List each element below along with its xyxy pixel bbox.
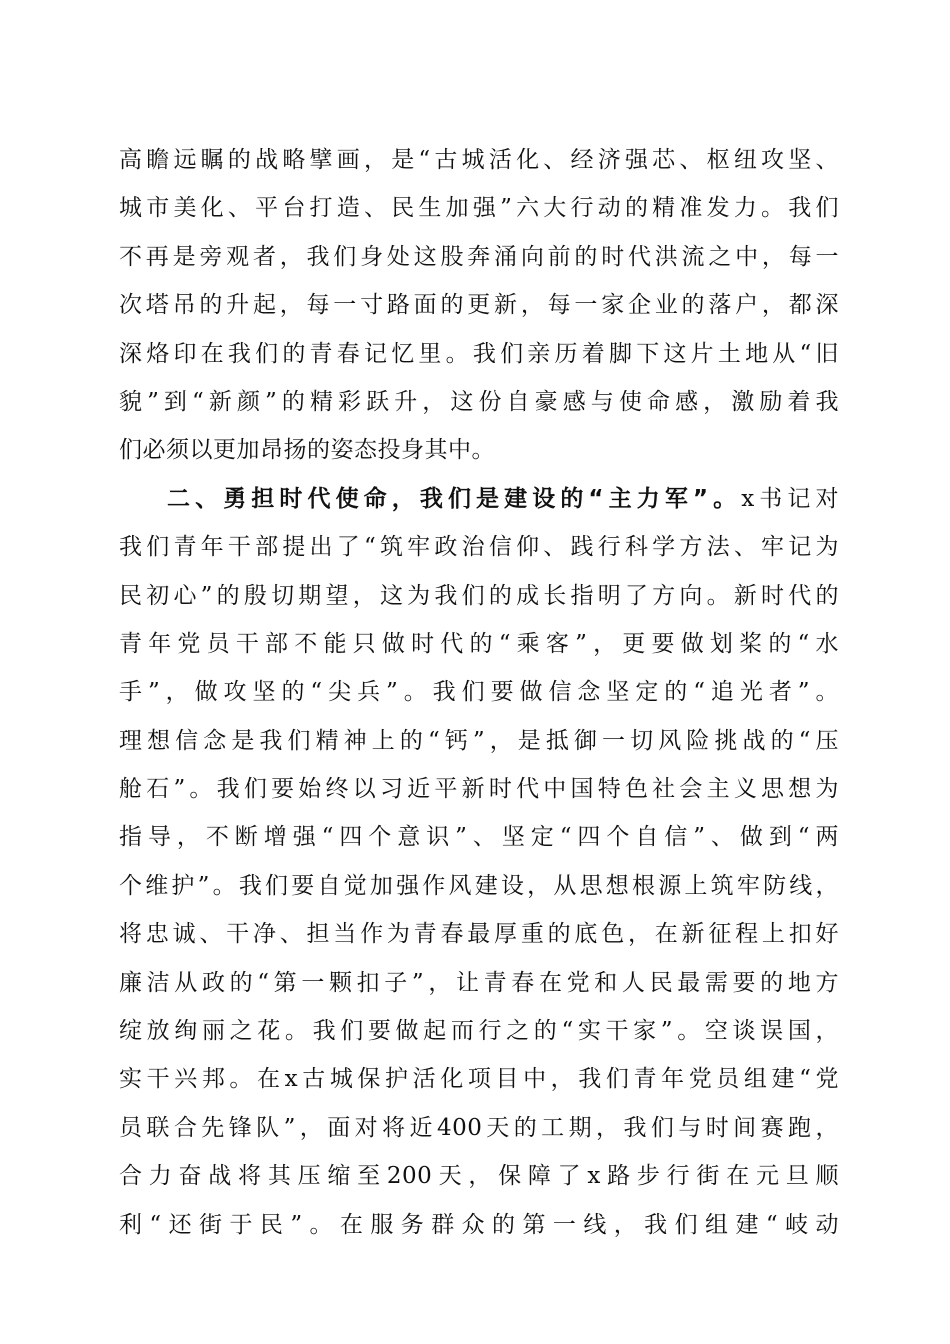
- text-line: 廉洁从政的“第一颗扣子”，让青春在党和人民最需要的地方: [119, 969, 839, 996]
- section-heading: 二、勇担时代使命，我们是建设的“主力军”。: [167, 485, 742, 512]
- text-line: 貌”到“新颜”的精彩跃升，这份自豪感与使命感，激励着我: [119, 388, 839, 415]
- text-line: 舱石”。我们要始终以习近平新时代中国特色社会主义思想为: [119, 776, 839, 803]
- text-line: 指导，不断增强“四个意识”、坚定“四个自信”、做到“两: [119, 824, 839, 851]
- paragraph-1: [119, 136, 839, 475]
- text-line: 我们青年干部提出了“筑牢政治信仰、践行科学方法、牢记为: [119, 534, 839, 561]
- text-line: 利“还街于民”。在服务群众的第一线，我们组建“岐动: [119, 1211, 839, 1238]
- text-line: 员联合先锋队”，面对将近400天的工期，我们与时间赛跑，: [119, 1114, 839, 1141]
- heading-line: [119, 475, 839, 523]
- text-line: 民初心”的殷切期望，这为我们的成长指明了方向。新时代的: [119, 582, 839, 609]
- text-line: 次塔吊的升起，每一寸路面的更新，每一家企业的落户，都深: [119, 292, 839, 319]
- text-line: 城市美化、平台打造、民生加强”六大行动的精准发力。我们: [119, 195, 839, 222]
- text-line: 深烙印在我们的青春记忆里。我们亲历着脚下这片土地从“旧: [119, 340, 839, 367]
- text-line: 个维护”。我们要自觉加强作风建设，从思想根源上筑牢防线，: [119, 872, 839, 899]
- text-line: 绽放绚丽之花。我们要做起而行之的“实干家”。空谈误国，: [119, 1018, 839, 1045]
- text-line: 手”，做攻坚的“尖兵”。我们要做信念坚定的“追光者”。: [119, 679, 839, 706]
- text-line: 高瞻远瞩的战略擘画，是“古城活化、经济强芯、枢纽攻坚、: [119, 147, 839, 173]
- text-line: 实干兴邦。在x古城保护活化项目中，我们青年党员组建“党: [119, 1066, 839, 1093]
- paragraph-2: [119, 475, 839, 1249]
- text-line: 不再是旁观者，我们身处这股奔涌向前的时代洪流之中，每一: [119, 243, 839, 270]
- text-line: 将忠诚、干净、担当作为青春最厚重的底色，在新征程上扣好: [119, 921, 839, 948]
- text-line: 合力奋战将其压缩至200天，保障了x路步行街在元旦顺: [119, 1163, 839, 1190]
- text-line: 们必须以更加昂扬的姿态投身其中。: [119, 437, 495, 464]
- heading-line-rest: x书记对: [741, 485, 839, 512]
- body-text: [119, 136, 839, 1249]
- text-line: 理想信念是我们精神上的“钙”，是抵御一切风险挑战的“压: [119, 727, 839, 754]
- text-line: 青年党员干部不能只做时代的“乘客”，更要做划桨的“水: [119, 630, 839, 657]
